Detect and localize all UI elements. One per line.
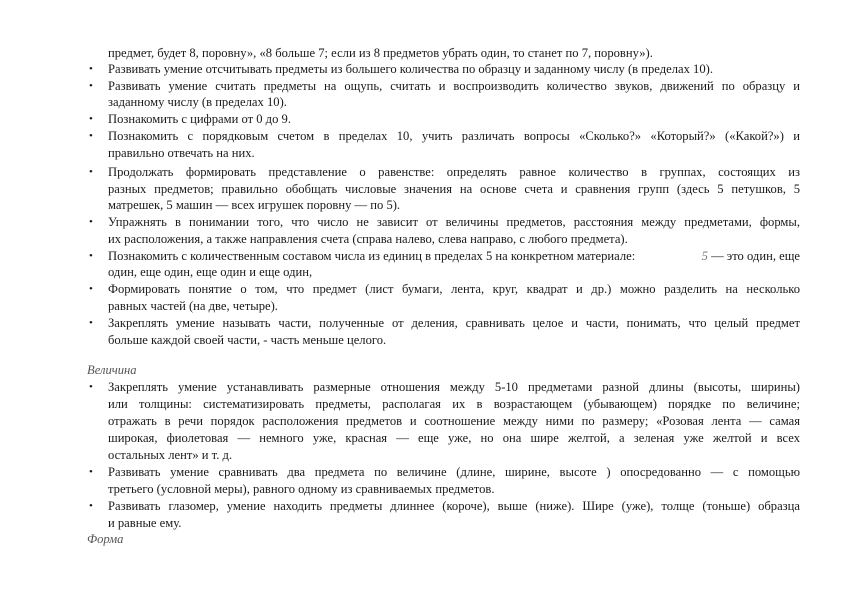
list-item-line: разных предметов; правильно обобщать числовые значения на основе счета и сравнения групп (здесь 5 петушков, 5 [108, 182, 800, 196]
bullet-marker: • [89, 113, 93, 125]
list-item-line: отражать в речи порядок расположения предметов и соотношение между ними по размеру; «Розовая лента — самая [108, 414, 800, 428]
list-item-line: и равные ему. [108, 516, 182, 530]
list-item-line: матрешек, 5 машин — всех игрушек поровну — по 5). [108, 198, 401, 212]
bullet-marker: • [89, 317, 93, 329]
bullet-marker: • [89, 381, 93, 393]
list-item-line: больше каждой своей части, - часть меньше целого. [108, 333, 387, 347]
accent-number: 5 [701, 249, 708, 263]
list-item-line: Закреплять умение называть части, полученные от деления, сравнивать целое и части, понимать, что целый предмет [108, 316, 800, 330]
list-item-line: правильно отвечать на них. [108, 146, 255, 160]
section-heading-shape: Форма [87, 532, 124, 546]
list-item-line: Закреплять умение устанавливать размерные отношения между 5-10 предметами разной длины (высоты, ширины) [108, 380, 800, 394]
list-item-line: их расположения, а также направления счета (справа налево, слева направо, с любого предмета). [108, 232, 628, 246]
bullet-marker: • [89, 63, 93, 75]
list-item-line: Развивать глазомер, умение находить предметы длиннее (короче), выше (ниже). Шире (уже), толще (тоньше) образца [108, 499, 800, 513]
list-item-line: третьего (условной меры), равного одному из сравниваемых предметов. [108, 482, 495, 496]
list-item-line: Познакомить с цифрами от 0 до 9. [108, 112, 291, 126]
list-item-text-tail: 5 — это один, еще [701, 249, 800, 263]
bullet-marker: • [89, 466, 93, 478]
list-item-line: или толщины: систематизировать предметы, располагая их в возрастающем (убывающем) порядке по величине; [108, 397, 800, 411]
list-item-line: широкая, фиолетовая — немного уже, красная — еще уже, но она шире желтой, а зеленая уже желтой и всех [108, 431, 800, 445]
bullet-marker: • [89, 80, 93, 92]
list-item-line: равных частей (на две, четыре). [108, 299, 278, 313]
list-item-line: Упражнять в понимании того, что число не зависит от величины предметов, расстояния между предметами, формы, [108, 215, 800, 229]
list-item-line: Развивать умение сравнивать два предмета по величине (длине, ширине, высоте ) опосредованно — с помощью [108, 465, 800, 479]
list-item-line: Продолжать формировать представление о равенстве: определять равное количество в группах, состоящих из [108, 165, 800, 179]
list-item-line: заданному числу (в пределах 10). [108, 95, 287, 109]
bullet-marker: • [89, 283, 93, 295]
list-item-text: Познакомить с количественным составом числа из единиц в пределах 5 на конкретном материале: [108, 249, 636, 263]
list-item-line: Познакомить с порядковым счетом в пределах 10, учить различать вопросы «Сколько?» «Который?» («Какой?») и [108, 129, 800, 143]
list-item-line: Развивать умение отсчитывать предметы из большего количества по образцу и заданному числу (в пределах 10). [108, 62, 713, 76]
list-item-line: Формировать понятие о том, что предмет (лист бумаги, лента, круг, квадрат и др.) можно разделить на несколько [108, 282, 800, 296]
bullet-marker: • [89, 166, 93, 178]
section-heading-size: Величина [87, 363, 137, 377]
list-item-line: один, еще один, еще один и еще один, [108, 265, 313, 279]
bullet-marker: • [89, 130, 93, 142]
bullet-marker: • [89, 216, 93, 228]
bullet-marker: • [89, 500, 93, 512]
list-item-line: Развивать умение считать предметы на ощупь, считать и воспроизводить количество звуков, движений по образцу и [108, 79, 800, 93]
list-item-line: остальных лент» и т. д. [108, 448, 233, 462]
continuation-line: предмет, будет 8, поровну», «8 больше 7; если из 8 предметов убрать один, то станет по 7, поровну»). [108, 46, 653, 60]
list-item-line [108, 248, 800, 264]
bullet-marker: • [89, 250, 93, 262]
